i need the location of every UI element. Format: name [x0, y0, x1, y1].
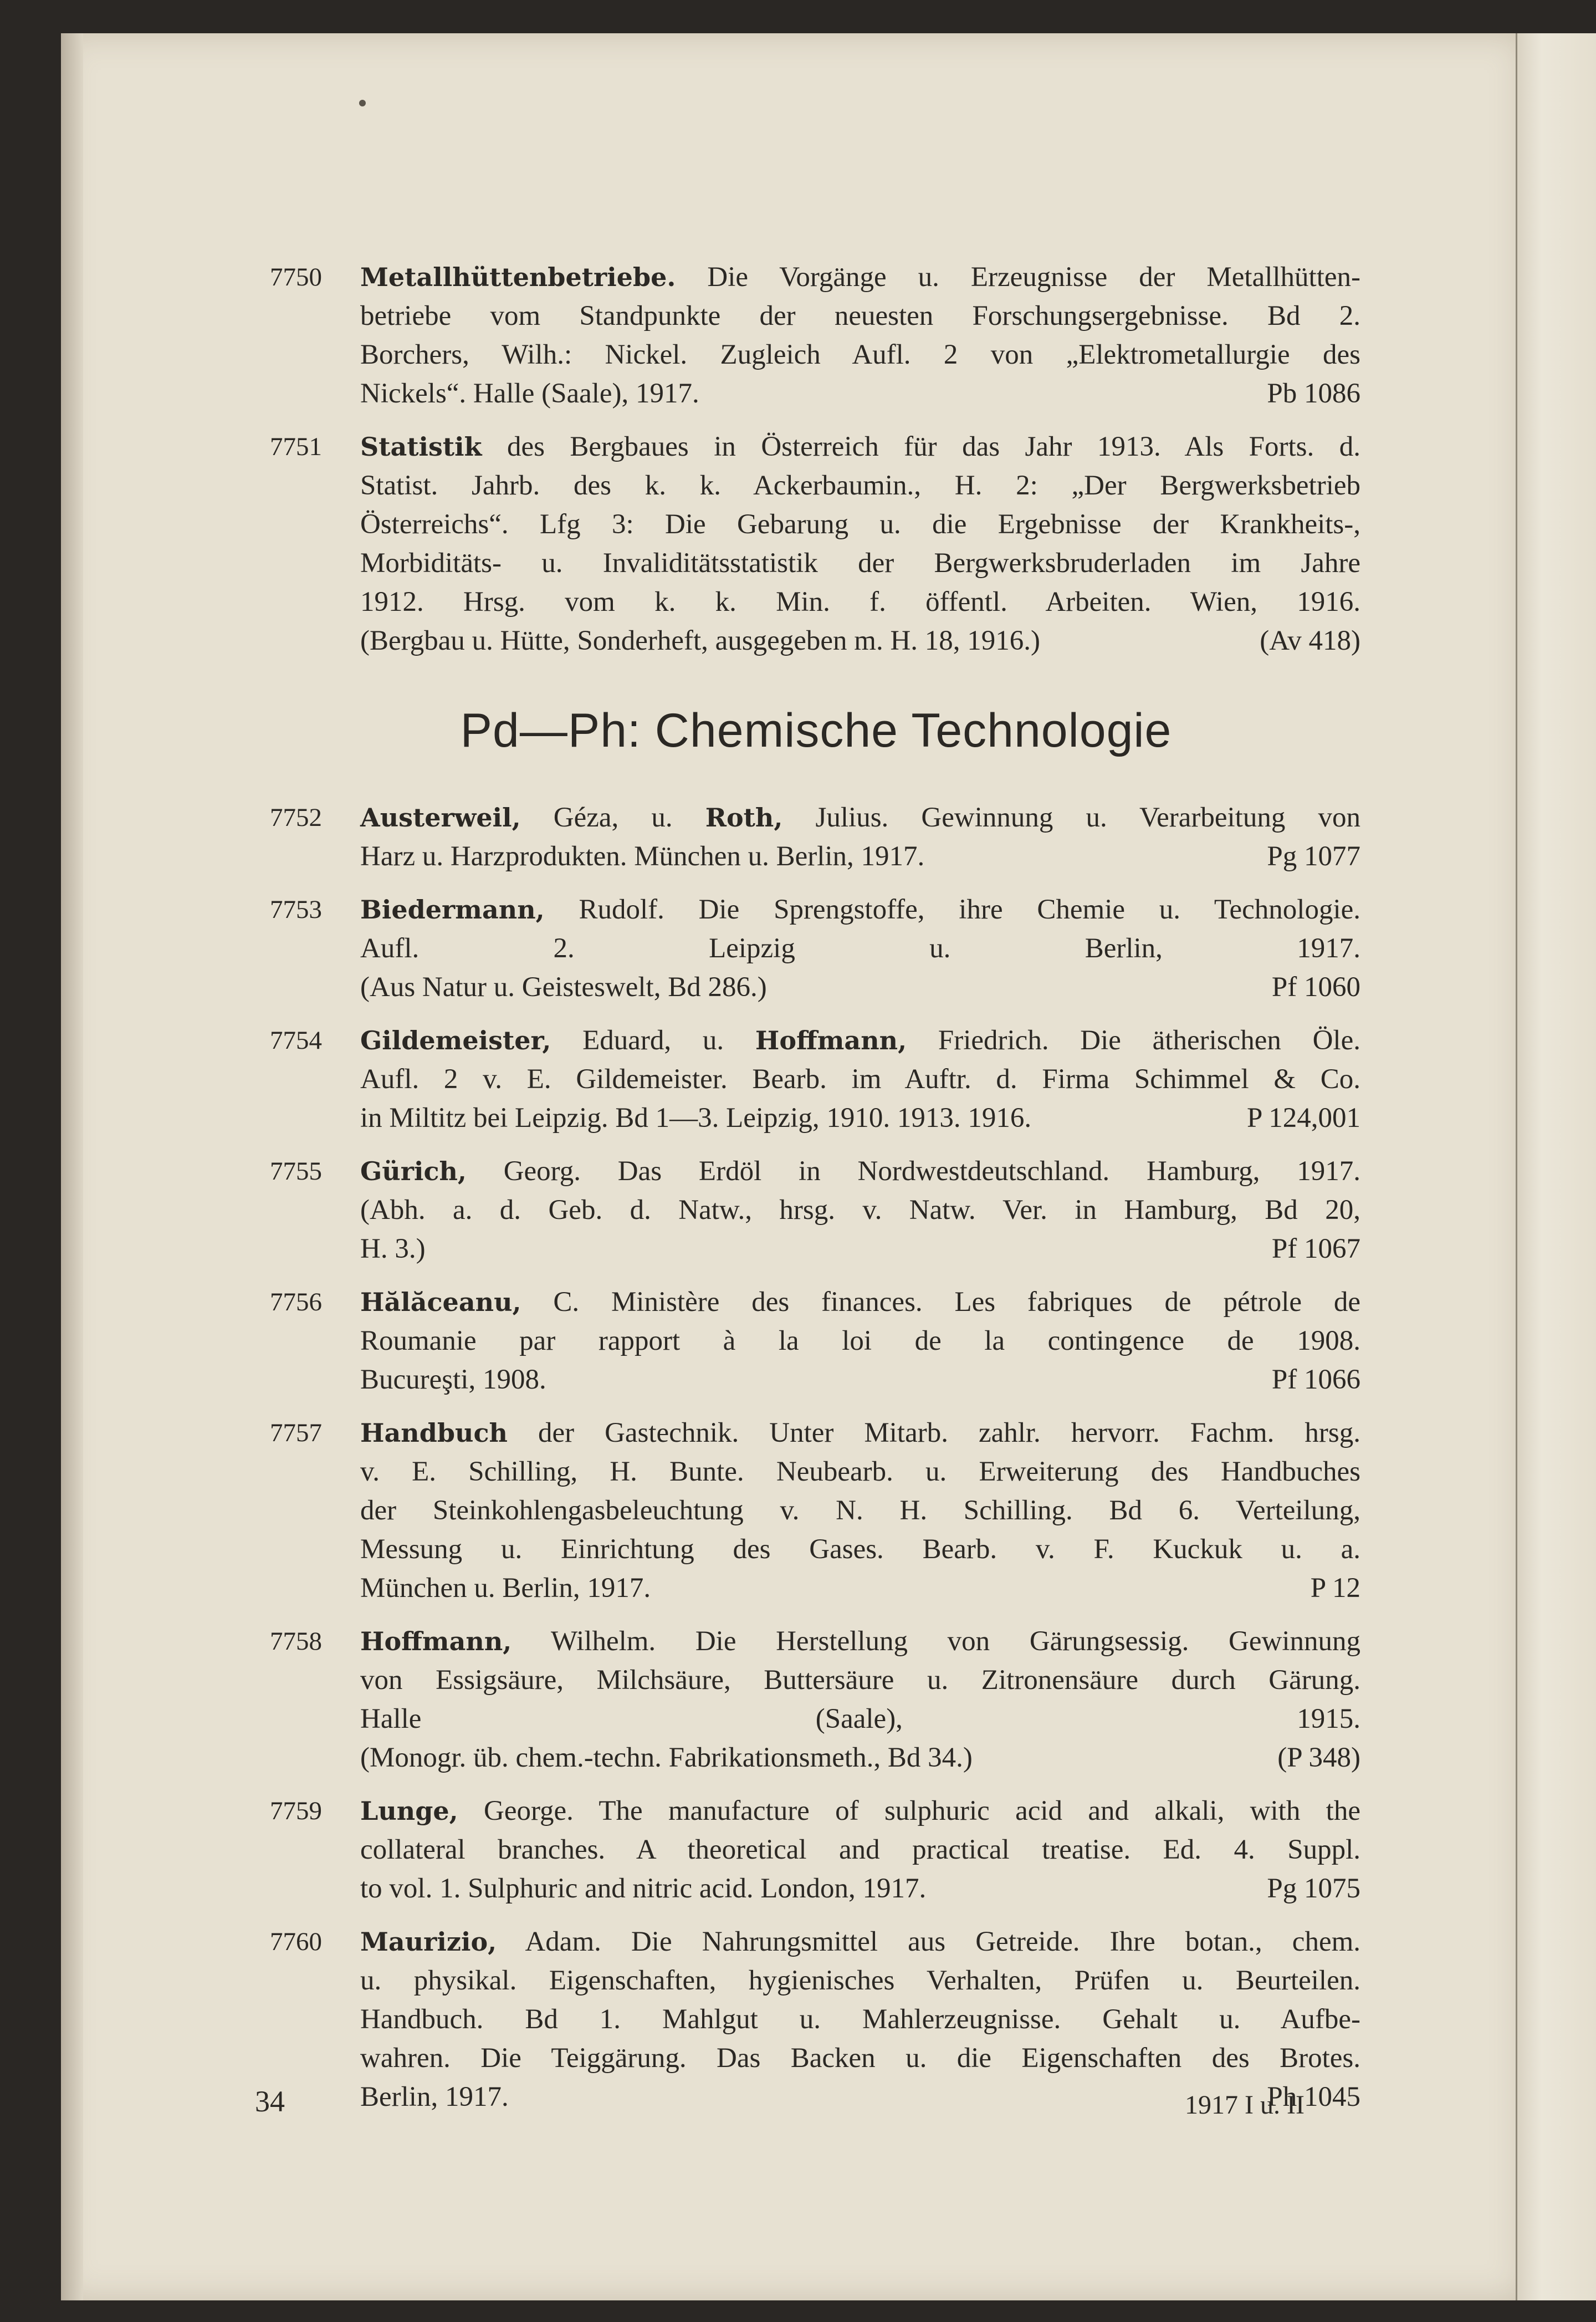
entry-number: 7756 — [270, 1288, 322, 1316]
shelf-mark: Pb 1086 — [1267, 378, 1360, 409]
entry-line: P 12 München u. Berlin, 1917. — [360, 1569, 1360, 1607]
entry-line: Austerweil, Géza, u. Roth, Julius. Gewinnung u. Verarbeitung von — [360, 802, 1360, 833]
entry-line: Gürich, Georg. Das Erdöl in Nordwestdeutschland. Hamburg, 1917. — [360, 1156, 1360, 1187]
entry-number: 7753 — [270, 895, 322, 924]
entry-number: 7755 — [270, 1157, 322, 1186]
catalog-entry — [272, 1021, 1360, 1137]
shelf-mark: Ph 1045 — [1267, 2081, 1360, 2112]
entry-line: Statist. Jahrb. des k. k. Ackerbaumin., H. 2: „Der Bergwerksbetrieb — [360, 470, 1360, 501]
entry-line: Pg 1077 Harz u. Harzprodukten. München u. Berlin, 1917. — [360, 837, 1360, 876]
entry-line: Pb 1086 Nickels“. Halle (Saale), 1917. — [360, 374, 1360, 413]
catalog-entry — [272, 1922, 1360, 2116]
entry-line: v. E. Schilling, H. Bunte. Neubearb. u. Erweiterung des Handbuches — [360, 1456, 1360, 1487]
volume-label: 1917 I u. II — [1185, 2090, 1305, 2120]
shelf-mark: P 12 — [1310, 1573, 1360, 1604]
entry-line: Aufl. 2 v. E. Gildemeister. Bearb. im Auftr. d. Firma Schimmel & Co. — [360, 1064, 1360, 1095]
shelf-mark: Pf 1066 — [1271, 1364, 1360, 1395]
entry-line: Hălăceanu, C. Ministère des finances. Les fabriques de pétrole de — [360, 1287, 1360, 1318]
entries-before-heading — [272, 258, 1360, 660]
entry-number: 7757 — [270, 1418, 322, 1447]
shelf-mark: (P 348) — [1277, 1742, 1360, 1773]
entry-line: Pf 1066 Bucureşti, 1908. — [360, 1360, 1360, 1399]
entry-author: Metallhüttenbetriebe. — [360, 262, 676, 292]
catalog-entry — [272, 890, 1360, 1007]
entry-line: Biedermann, Rudolf. Die Sprengstoffe, ihre Chemie u. Technologie. — [360, 894, 1360, 925]
entry-line: Aufl. 2. Leipzig u. Berlin, 1917. — [360, 933, 1360, 964]
shelf-mark: Pg 1077 — [1267, 841, 1360, 872]
entry-line: Pg 1075 to vol. 1. Sulphuric and nitric acid. London, 1917. — [360, 1869, 1360, 1908]
catalog-entry — [272, 427, 1360, 660]
entry-author: Roth, — [705, 803, 783, 833]
entry-line: Roumanie par rapport à la loi de la contingence de 1908. — [360, 1325, 1360, 1356]
catalog-entry — [272, 1792, 1360, 1908]
shelf-mark: P 124,001 — [1247, 1103, 1360, 1134]
catalog-entry — [272, 1283, 1360, 1399]
shelf-mark: (Av 418) — [1260, 625, 1360, 656]
entry-number: 7752 — [270, 803, 322, 832]
entry-line: u. physikal. Eigenschaften, hygienisches Verhalten, Prüfen u. Beurteilen. — [360, 1965, 1360, 1996]
entry-number: 7758 — [270, 1627, 322, 1656]
entry-line: Ph 1045 Berlin, 1917. — [360, 2078, 1360, 2116]
entries-after-heading — [272, 798, 1360, 2116]
entry-author: Hoffmann, — [755, 1025, 907, 1055]
shelf-mark: Pf 1067 — [1271, 1233, 1360, 1264]
entry-number: 7751 — [270, 432, 322, 461]
entry-line: der Steinkohlengasbeleuchtung v. N. H. Schilling. Bd 6. Verteilung, — [360, 1495, 1360, 1526]
entry-line: von Essigsäure, Milchsäure, Buttersäure u. Zitronensäure durch Gärung. — [360, 1665, 1360, 1696]
entry-line: Pf 1060 (Aus Natur u. Geisteswelt, Bd 286.) — [360, 968, 1360, 1007]
entry-line: (P 348) (Monogr. üb. chem.-techn. Fabrikationsmeth., Bd 34.) — [360, 1738, 1360, 1777]
page-binding — [61, 33, 83, 2300]
entry-author: Gürich, — [360, 1156, 467, 1186]
entry-line: Statistik des Bergbaues in Österreich für das Jahr 1913. Als Forts. d. — [360, 431, 1360, 462]
entry-number: 7754 — [270, 1026, 322, 1055]
catalog-content — [272, 258, 1360, 2131]
entry-line: betriebe vom Standpunkte der neuesten Forschungsergebnisse. Bd 2. — [360, 300, 1360, 331]
entry-line: Österreichs“. Lfg 3: Die Gebarung u. die Ergebnisse der Krankheits-, — [360, 509, 1360, 540]
catalog-entry — [272, 1622, 1360, 1777]
entry-line: (Abh. a. d. Geb. d. Natw., hrsg. v. Natw. Ver. in Hamburg, Bd 20, — [360, 1195, 1360, 1226]
catalog-entry — [272, 258, 1360, 413]
entry-line: Maurizio, Adam. Die Nahrungsmittel aus Getreide. Ihre botan., chem. — [360, 1926, 1360, 1957]
ink-speck — [359, 100, 366, 106]
entry-author: Maurizio, — [360, 1927, 497, 1957]
shelf-mark: Pf 1060 — [1271, 972, 1360, 1003]
entry-line: wahren. Die Teiggärung. Das Backen u. die Eigenschaften des Brotes. — [360, 2043, 1360, 2074]
entry-line: Pf 1067 H. 3.) — [360, 1229, 1360, 1268]
catalog-entry — [272, 1413, 1360, 1607]
entry-author: Handbuch — [360, 1418, 508, 1448]
entry-number: 7750 — [270, 263, 322, 292]
entry-line: 1912. Hrsg. vom k. k. Min. f. öffentl. Arbeiten. Wien, 1916. — [360, 586, 1360, 618]
entry-line: Borchers, Wilh.: Nickel. Zugleich Aufl. 2 von „Elektrometallurgie des — [360, 339, 1360, 370]
entry-line: Lunge, George. The manufacture of sulphuric acid and alkali, with the — [360, 1795, 1360, 1826]
catalog-entry — [272, 1152, 1360, 1268]
page-number: 34 — [255, 2085, 285, 2118]
entry-line: collateral branches. A theoretical and practical treatise. Ed. 4. Suppl. — [360, 1834, 1360, 1865]
entry-line: Morbiditäts- u. Invaliditätsstatistik der Bergwerksbruderladen im Jahre — [360, 548, 1360, 579]
next-page-edge — [1516, 33, 1596, 2300]
entry-line: Gildemeister, Eduard, u. Hoffmann, Friedrich. Die ätherischen Öle. — [360, 1025, 1360, 1056]
entry-author: Biedermann, — [360, 895, 545, 925]
entry-line: Messung u. Einrichtung des Gases. Bearb. v. F. Kuckuk u. a. — [360, 1534, 1360, 1565]
entry-author: Hoffmann, — [360, 1626, 512, 1656]
section-heading: Pd—Ph: Chemische Technologie — [460, 704, 1172, 757]
catalog-entry — [272, 798, 1360, 876]
entry-author: Statistik — [360, 432, 482, 462]
entry-line: Metallhüttenbetriebe. Die Vorgänge u. Erzeugnisse der Metallhütten- — [360, 262, 1360, 293]
entry-line: Handbuch der Gastechnik. Unter Mitarb. zahlr. hervorr. Fachm. hrsg. — [360, 1417, 1360, 1448]
entry-number: 7759 — [270, 1797, 322, 1825]
entry-author: Lunge, — [360, 1796, 458, 1826]
entry-line: P 124,001 in Miltitz bei Leipzig. Bd 1—3. Leipzig, 1910. 1913. 1916. — [360, 1099, 1360, 1137]
shelf-mark: Pg 1075 — [1267, 1873, 1360, 1904]
entry-line: Handbuch. Bd 1. Mahlgut u. Mahlerzeugnisse. Gehalt u. Aufbe- — [360, 2004, 1360, 2035]
entry-line: Hoffmann, Wilhelm. Die Herstellung von Gärungsessig. Gewinnung — [360, 1626, 1360, 1657]
entry-line: Halle (Saale), 1915. — [360, 1703, 1360, 1734]
entry-number: 7760 — [270, 1927, 322, 1956]
entry-author: Hălăceanu, — [360, 1287, 521, 1317]
entry-author: Austerweil, — [360, 803, 521, 833]
entry-line: (Av 418) (Bergbau u. Hütte, Sonderheft, ausgegeben m. H. 18, 1916.) — [360, 621, 1360, 660]
entry-author: Gildemeister, — [360, 1025, 551, 1055]
